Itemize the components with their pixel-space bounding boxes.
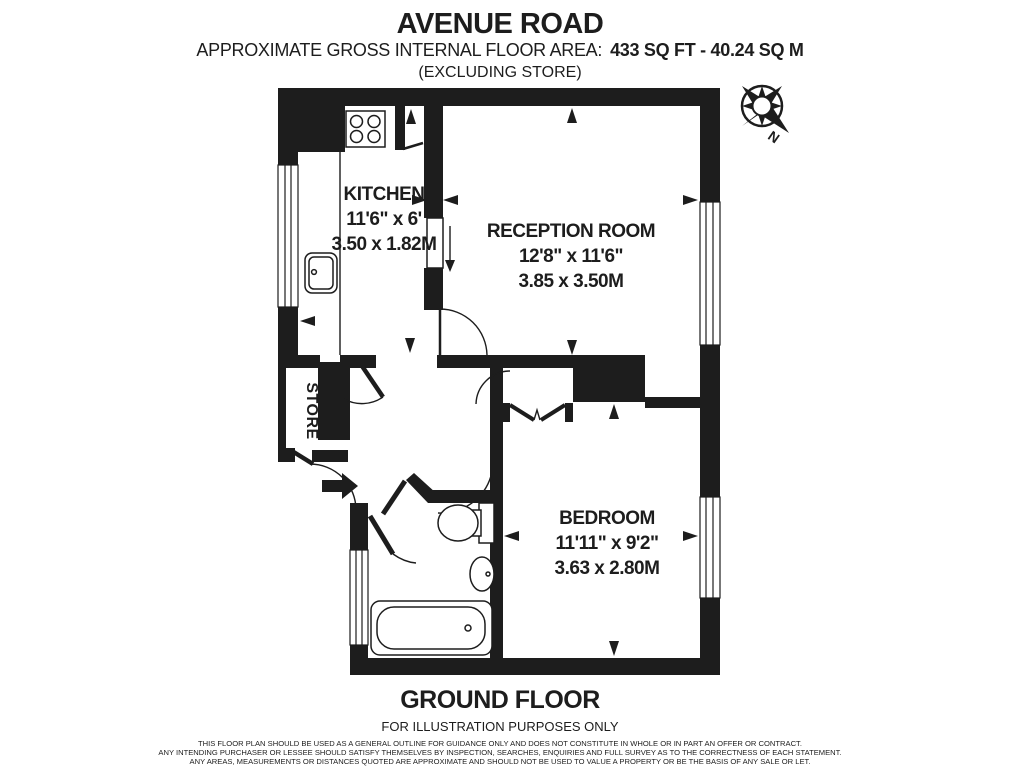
bedroom-top-wall: [645, 397, 700, 408]
exclusion-note: (EXCLUDING STORE): [418, 64, 582, 81]
store-right-block: [318, 362, 350, 440]
store-left-wall: [278, 368, 286, 455]
compass-rose-icon: [742, 86, 789, 146]
wall-bottom: [350, 658, 720, 675]
bathroom-door-leaf-b: [370, 516, 393, 554]
bedroom-door-leaf-left: [510, 405, 534, 420]
toilet-icon: [438, 503, 494, 543]
bedroom-dim-arrow-right: [683, 531, 698, 541]
page-title: AVENUE ROAD: [396, 8, 604, 40]
bedroom-door-leaf-right: [541, 405, 565, 420]
store-bottom-stub: [278, 448, 295, 462]
chimney-block: [573, 362, 645, 402]
wall-right-mid: [700, 345, 720, 497]
wall-left-lower-upper: [350, 503, 368, 550]
hall-bedroom-stub: [490, 355, 503, 435]
bedroom-dim-arrow-up: [609, 404, 619, 419]
bedroom-dims-metric: 3.63 x 2.80M: [554, 558, 660, 579]
bathroom-door-leaf-a: [383, 481, 405, 514]
bathroom-door-arc-small: [393, 554, 416, 563]
hob-icon: [346, 111, 385, 147]
bathroom-top-wall: [428, 490, 490, 503]
kitchen-dims-metric: 3.50 x 1.82M: [331, 234, 437, 255]
bathroom-diagonal-wall: [406, 473, 436, 503]
kitchen-top-door-stub: [395, 106, 405, 150]
reception-dim-arrow-left: [443, 195, 458, 205]
bathroom-window: [350, 550, 368, 645]
bedroom-dim-arrow-left: [504, 531, 519, 541]
kitchen-dim-arrow-up: [406, 109, 416, 124]
wall-left-lower-bottom: [350, 645, 368, 675]
kitchen-label: [332, 184, 437, 255]
reception-dims-metric: 3.85 x 3.50M: [518, 271, 624, 292]
kitchen-dims-imperial: 11'6" x 6': [346, 209, 422, 230]
wall-right-upper: [700, 88, 720, 202]
store-top-wall: [278, 355, 320, 368]
reception-dims-imperial: 12'8" x 11'6": [518, 246, 624, 267]
reception-door-arc: [440, 309, 487, 355]
kitchen-dim-arrow-left: [300, 316, 315, 326]
hall-entry-stub: [312, 450, 348, 462]
north-label: N: [765, 127, 783, 147]
kitchen-door-leaf: [362, 366, 383, 397]
floor-area-value: 433 SQ FT - 40.24 SQ M: [610, 40, 804, 60]
bedroom-dims-imperial: 11'11" x 9'2": [555, 533, 659, 554]
kitchen-sink-icon: [305, 253, 337, 293]
kitchen-dim-arrow-down: [405, 338, 415, 353]
walls: [278, 88, 720, 675]
floor-area-line: [196, 40, 803, 60]
kitchen-reception-divider-upper: [424, 106, 443, 218]
kitchen-corner-block: [278, 106, 345, 152]
bedroom-door-jamb-left: [502, 403, 510, 422]
bedroom-label: [555, 508, 660, 579]
reception-window: [700, 202, 720, 345]
disclaimer-line-3: ANY AREAS, MEASUREMENTS OR DISTANCES QUOTED ARE APPROXIMATE AND SHOULD NOT BE USED TO VALUE A PROPERTY OR BE THE BASIS OF ANY SALE OR LET.: [189, 757, 811, 766]
entrance-arrow-icon: [322, 473, 358, 499]
kitchen-reception-divider-lower: [424, 268, 443, 310]
bedroom-window: [700, 497, 720, 598]
reception-dim-arrow-right: [683, 195, 698, 205]
reception-label: [487, 221, 655, 292]
bedroom-name: BEDROOM: [559, 508, 655, 529]
bedroom-dim-arrow-down: [609, 641, 619, 656]
bedroom-door-jamb-right: [565, 403, 573, 422]
floor-area-label: APPROXIMATE GROSS INTERNAL FLOOR AREA:: [196, 40, 603, 60]
basin-icon: [470, 557, 494, 591]
store-door-leaf: [292, 451, 313, 464]
kitchen-top-door-leaf: [403, 143, 423, 149]
floor-label: GROUND FLOOR: [400, 686, 600, 714]
kitchen-window: [278, 165, 298, 307]
reception-name: RECEPTION ROOM: [486, 221, 656, 242]
illustration-note: FOR ILLUSTRATION PURPOSES ONLY: [381, 719, 619, 734]
disclaimer-line-1: THIS FLOOR PLAN SHOULD BE USED AS A GENERAL OUTLINE FOR GUIDANCE ONLY AND DOES NOT CONSTITUTE IN WHOLE OR IN PART AN OFFER OR CONTRACT.: [198, 739, 802, 748]
bathtub-icon: [371, 601, 492, 655]
kitchen-name: KITCHEN: [343, 184, 425, 205]
bedroom-door-notch: [534, 410, 540, 420]
reception-dim-arrow-down: [567, 340, 577, 355]
store-name: STORE: [303, 382, 320, 440]
kitchen-bottom-wall: [340, 355, 376, 368]
wall-top: [278, 88, 720, 106]
reception-dim-arrow-up: [567, 108, 577, 123]
disclaimer-line-2: ANY INTENDING PURCHASER OR LESSEE SHOULD SATISFY THEMSELVES BY INSPECTION, SEARCHES, ENQUIRIES AND FULL SURVEY AS TO THE CORRECTNESS OF EACH STATEMENT.: [158, 748, 842, 757]
